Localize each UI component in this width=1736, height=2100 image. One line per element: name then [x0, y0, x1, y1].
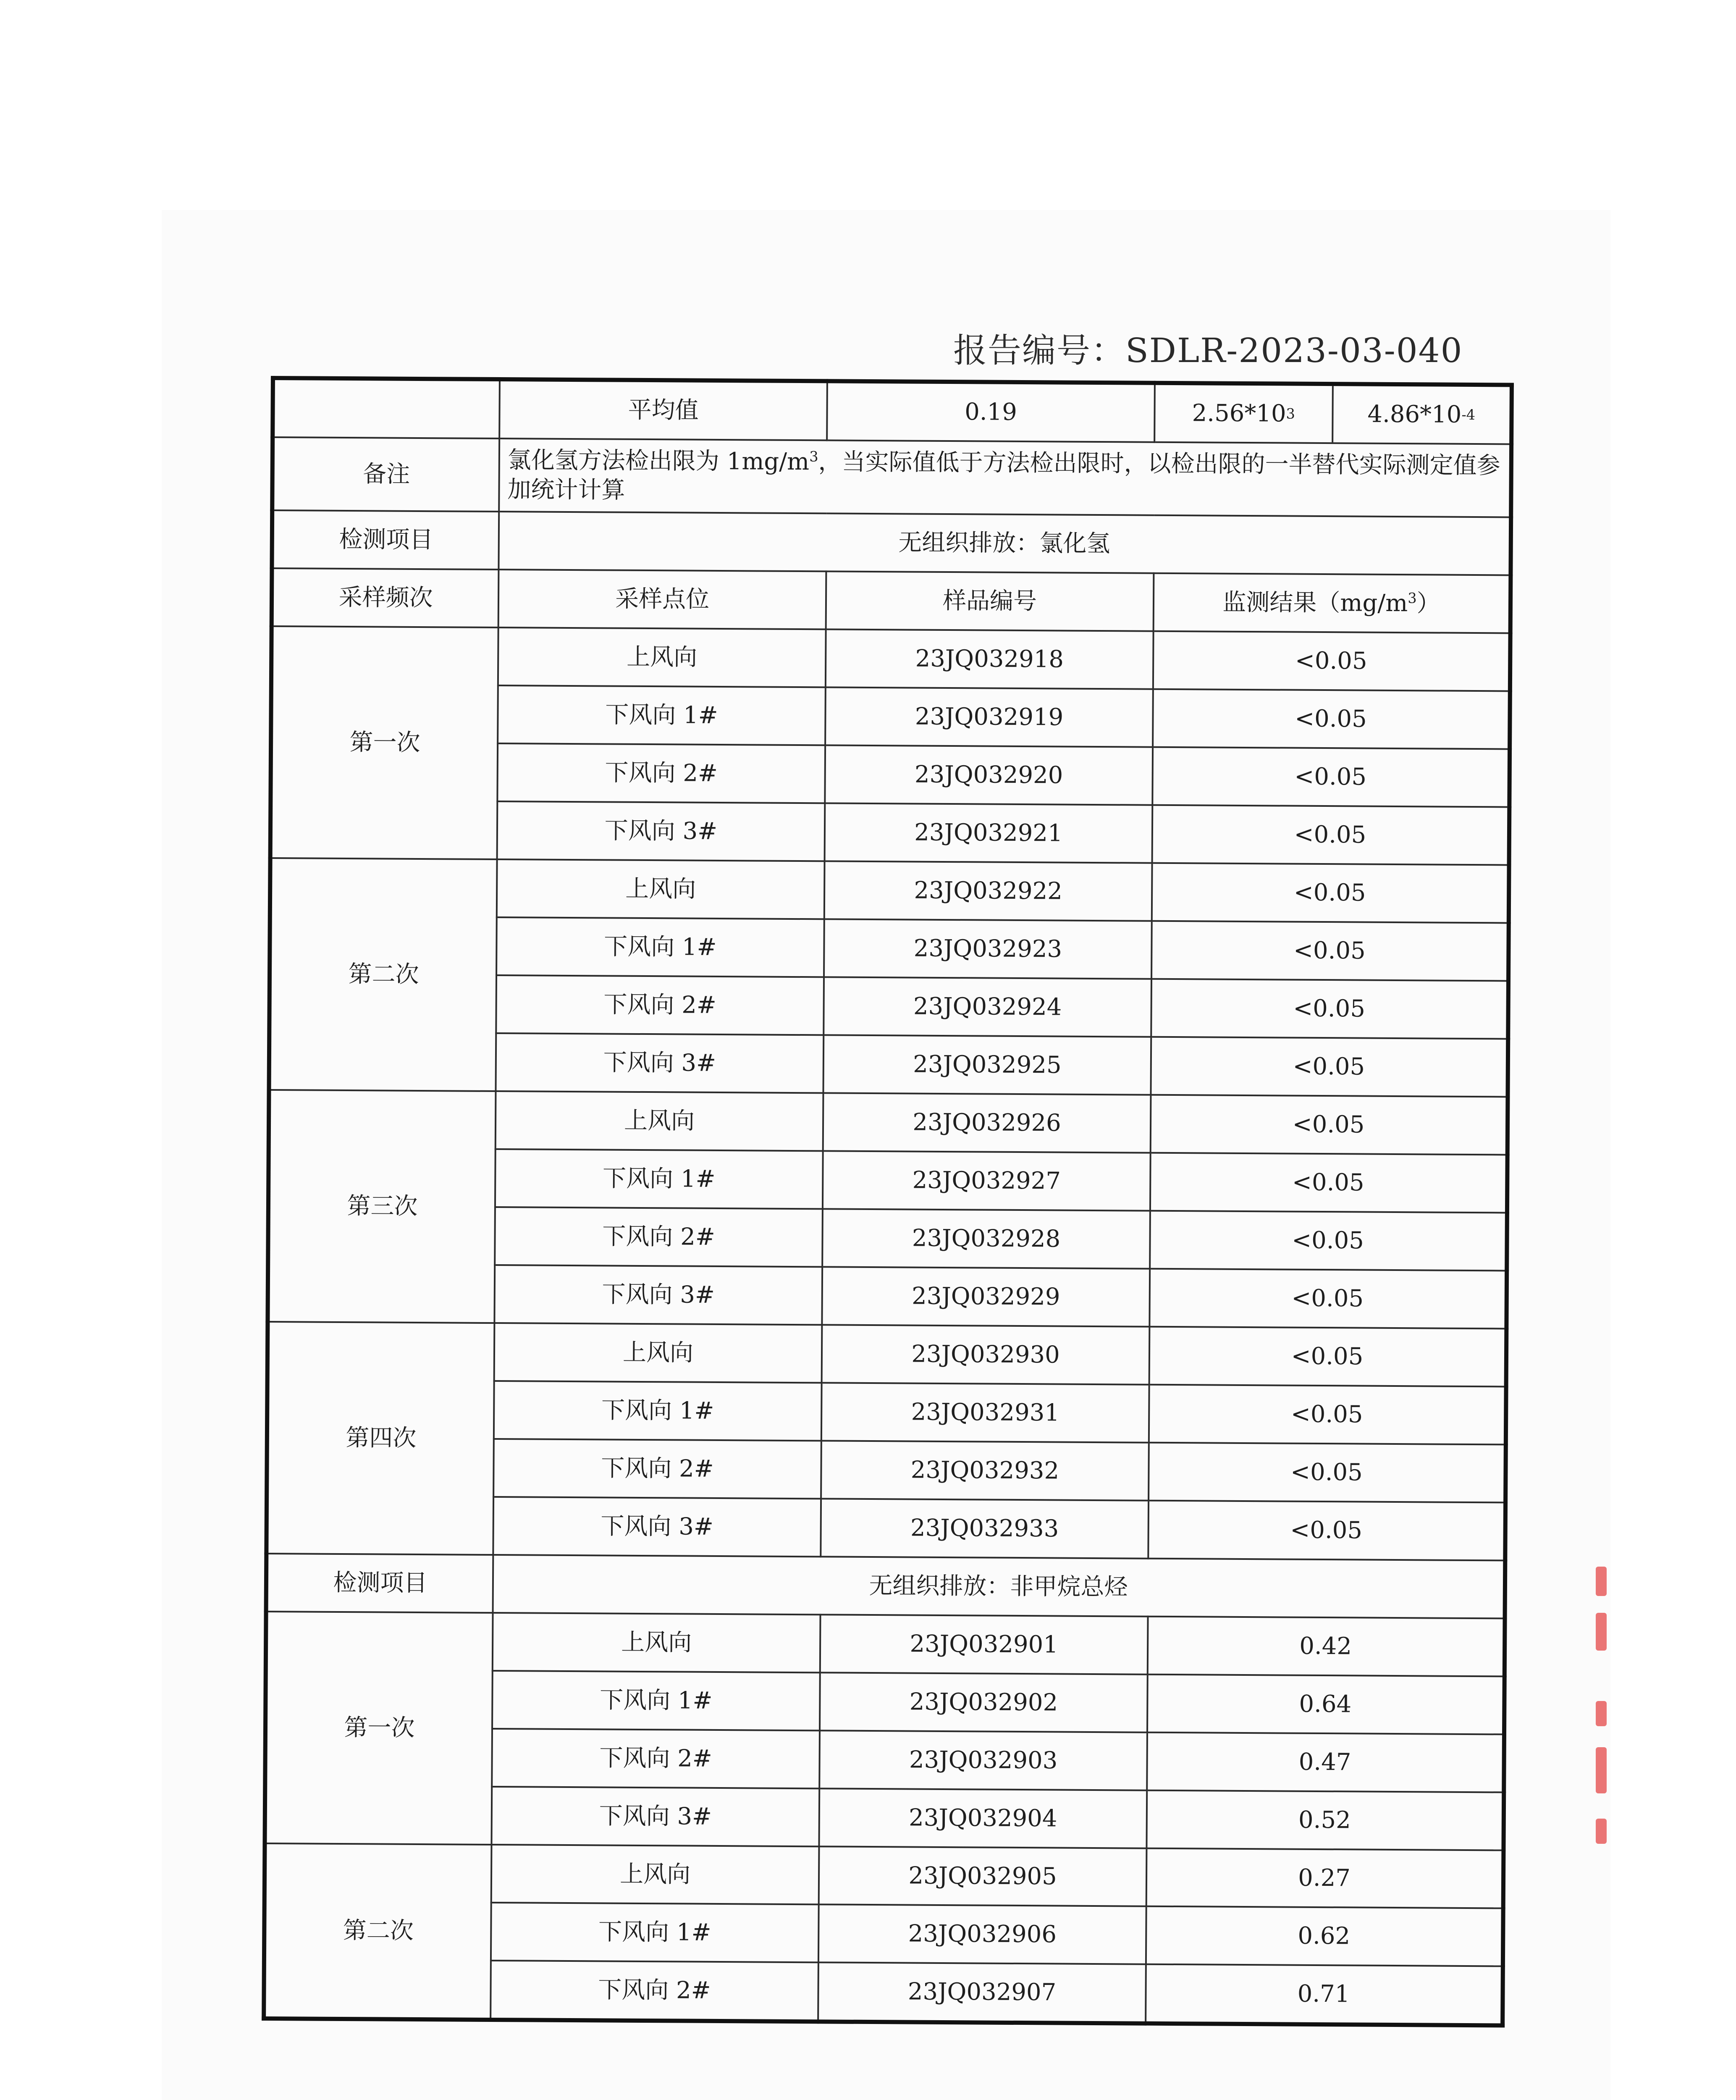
sample-id: 23JQ032906 — [818, 1904, 1146, 1964]
red-stamp-fragment — [1596, 1613, 1607, 1651]
results-table-wrapper — [262, 376, 1510, 2027]
col-header-result-exp: 3 — [1408, 590, 1417, 606]
result-value: <0.05 — [1151, 921, 1509, 981]
col-header-point: 采样点位 — [498, 570, 826, 629]
hcl-table-row — [270, 858, 1509, 923]
nmhc-table-row — [265, 1843, 1504, 1908]
sample-id: 23JQ032922 — [824, 861, 1152, 921]
result-value: 0.64 — [1147, 1675, 1505, 1735]
hcl-table-row — [271, 626, 1510, 691]
result-value: <0.05 — [1151, 1037, 1508, 1097]
result-value: <0.05 — [1148, 1501, 1505, 1561]
nmhc-item-row — [266, 1554, 1505, 1618]
red-stamp-fragment — [1596, 1701, 1607, 1726]
average-value-2-text: 2.56*10 — [1192, 399, 1286, 428]
sample-id: 23JQ032921 — [825, 803, 1153, 863]
result-value: <0.05 — [1150, 1153, 1508, 1213]
remark-label: 备注 — [272, 437, 499, 512]
sampling-point: 下风向 2# — [490, 1961, 818, 2021]
sampling-point: 下风向 1# — [492, 1671, 820, 1730]
red-stamp-fragment — [1596, 1819, 1607, 1844]
sampling-point: 下风向 2# — [496, 975, 824, 1035]
sample-id: 23JQ032925 — [823, 1035, 1151, 1095]
remark-text — [499, 438, 1511, 517]
red-stamp-fragment — [1596, 1567, 1607, 1596]
sampling-point: 上风向 — [498, 627, 826, 687]
hcl-table-row — [267, 1322, 1507, 1386]
sampling-point: 下风向 2# — [495, 1207, 823, 1267]
result-value: 0.27 — [1146, 1848, 1504, 1908]
result-value: <0.05 — [1153, 631, 1510, 691]
result-value: 0.71 — [1146, 1964, 1503, 2026]
result-value: <0.05 — [1149, 1443, 1506, 1503]
hcl-item-row — [272, 510, 1511, 575]
average-label: 平均值 — [499, 379, 827, 440]
sample-id: 23JQ032901 — [820, 1614, 1148, 1674]
average-value-1 — [827, 381, 1155, 442]
result-value: <0.05 — [1152, 863, 1509, 923]
result-value: <0.05 — [1149, 1385, 1506, 1445]
sampling-point: 上风向 — [491, 1845, 819, 1904]
sampling-point: 上风向 — [497, 859, 825, 919]
result-value: <0.05 — [1152, 747, 1510, 807]
hcl-round-label: 第四次 — [266, 1322, 494, 1555]
remark-row — [272, 437, 1511, 517]
nmhc-item-label: 检测项目 — [266, 1554, 493, 1613]
sample-id: 23JQ032920 — [825, 745, 1153, 805]
sampling-point: 下风向 1# — [491, 1903, 819, 1962]
hcl-round-label: 第一次 — [270, 626, 498, 859]
sample-id: 23JQ032907 — [818, 1962, 1146, 2023]
remark-exp: 3 — [809, 448, 818, 465]
sampling-point: 上风向 — [494, 1323, 822, 1383]
result-value: <0.05 — [1151, 1095, 1508, 1155]
result-value: <0.05 — [1151, 979, 1508, 1039]
result-value: 0.62 — [1146, 1906, 1503, 1966]
nmhc-round-label: 第一次 — [265, 1612, 493, 1845]
nmhc-item-value: 无组织排放：非甲烷总烃 — [493, 1555, 1505, 1618]
sampling-point: 下风向 2# — [492, 1729, 820, 1788]
report-number: 报告编号：SDLR-2023-03-040 — [953, 331, 1463, 370]
sampling-point: 下风向 1# — [496, 917, 824, 977]
sampling-point: 下风向 1# — [498, 685, 826, 745]
sample-id: 23JQ032927 — [823, 1151, 1151, 1210]
sample-id: 23JQ032904 — [819, 1788, 1147, 1848]
sampling-point: 下风向 2# — [493, 1439, 821, 1499]
col-header-result-end: ） — [1416, 590, 1440, 617]
sampling-point: 上风向 — [496, 1091, 823, 1151]
hcl-item-value: 无组织排放：氯化氢 — [498, 512, 1511, 575]
sample-id: 23JQ032918 — [826, 629, 1154, 689]
result-value: <0.05 — [1149, 1269, 1507, 1329]
hcl-round-label: 第三次 — [267, 1090, 496, 1323]
sampling-point: 下风向 3# — [496, 1033, 823, 1093]
sample-id: 23JQ032933 — [821, 1499, 1149, 1558]
nmhc-table-row — [266, 1612, 1505, 1676]
sample-id: 23JQ032903 — [819, 1730, 1147, 1790]
result-value: 0.47 — [1147, 1732, 1504, 1793]
sampling-point: 上风向 — [493, 1613, 821, 1672]
sample-id: 23JQ032919 — [825, 687, 1153, 747]
result-value: 0.52 — [1146, 1790, 1504, 1851]
results-table-body — [264, 378, 1512, 2025]
sample-id: 23JQ032928 — [822, 1209, 1150, 1268]
result-value: <0.05 — [1153, 689, 1510, 749]
sample-id: 23JQ032929 — [822, 1267, 1150, 1326]
sampling-point: 下风向 2# — [497, 743, 825, 803]
sample-id: 23JQ032923 — [824, 919, 1152, 979]
hcl-item-label: 检测项目 — [272, 510, 499, 570]
result-value: <0.05 — [1152, 805, 1510, 865]
remark-part-2: ，当实际值低于方法检出限时，以检出限的一半替代实际测定值参加统计计算 — [507, 448, 1500, 504]
results-table — [262, 376, 1514, 2027]
result-value: 0.42 — [1148, 1617, 1505, 1677]
col-header-sample: 样品编号 — [826, 571, 1154, 631]
sample-id: 23JQ032930 — [822, 1325, 1150, 1384]
sampling-point: 下风向 3# — [491, 1787, 819, 1846]
hcl-round-label: 第二次 — [269, 858, 497, 1091]
blank-cell — [273, 378, 500, 438]
sample-id: 23JQ032902 — [820, 1672, 1148, 1732]
sample-id: 23JQ032905 — [819, 1846, 1147, 1906]
result-value: <0.05 — [1150, 1211, 1507, 1271]
sample-id: 23JQ032926 — [823, 1093, 1151, 1152]
sampling-point: 下风向 3# — [493, 1497, 821, 1557]
sample-id: 23JQ032932 — [821, 1441, 1149, 1500]
hcl-header-row — [272, 568, 1511, 633]
col-header-result-text: 监测结果（mg/m — [1222, 588, 1408, 617]
sampling-point: 下风向 3# — [494, 1265, 822, 1325]
sample-id: 23JQ032931 — [821, 1383, 1149, 1442]
col-header-frequency: 采样频次 — [272, 568, 499, 627]
average-value-2 — [1154, 383, 1512, 444]
average-row — [273, 378, 1512, 444]
remark-part-1: 氯化氢方法检出限为 1mg/m — [507, 446, 810, 476]
sampling-point: 下风向 1# — [495, 1149, 823, 1209]
sampling-point: 下风向 3# — [497, 801, 825, 861]
result-value: <0.05 — [1149, 1327, 1507, 1387]
nmhc-round-label: 第二次 — [264, 1843, 491, 2020]
average-value-1-text: 0.19 — [965, 398, 1017, 426]
hcl-table-row — [269, 1090, 1508, 1155]
sample-id: 23JQ032924 — [823, 977, 1151, 1037]
average-value-3-text: 4.86*10 — [1367, 400, 1462, 428]
sampling-point: 下风向 1# — [494, 1381, 822, 1441]
col-header-result — [1154, 573, 1511, 633]
red-stamp-fragment — [1596, 1747, 1607, 1793]
